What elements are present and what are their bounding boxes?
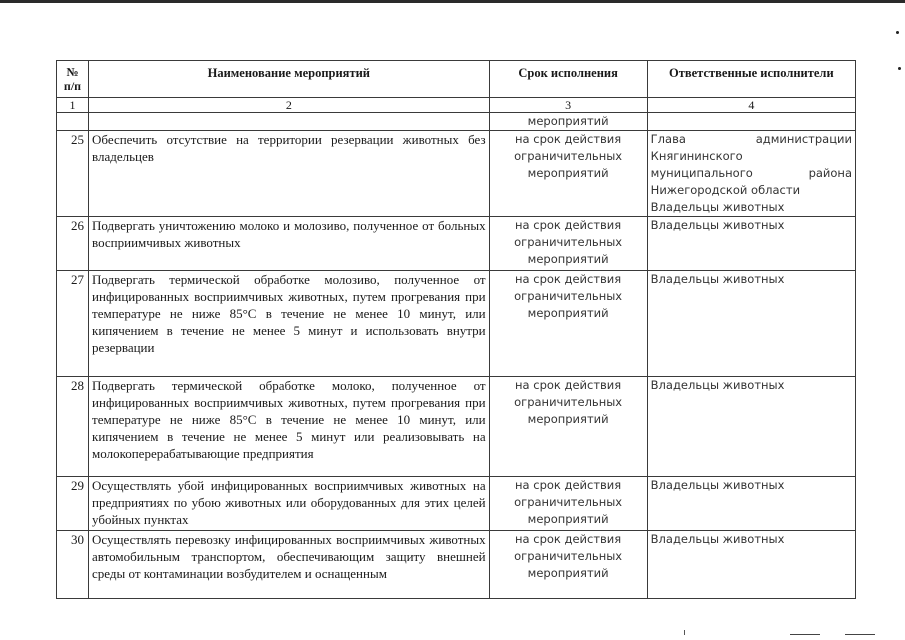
table-row (57, 531, 856, 599)
row-term: на срок действия ограничительных мероприятий (489, 271, 647, 377)
index-cell: 1 (57, 98, 89, 113)
row-measure: Подвергать уничтожению молоко и молозиво, полученное от больных восприимчивых животных (89, 217, 490, 271)
scan-speck (898, 67, 901, 70)
row-measure: Подвергать термической обработке молозиво, полученное от инфицированных восприимчивых животных, путем прогревания при температуре не ниже 85°С в течение не менее 10 минут, или кипячением в течение не менее 5 минут и использовать внутри резервации (89, 271, 490, 377)
row-responsible: Владельцы животных (647, 531, 855, 599)
row-term: на срок действия ограничительных мероприятий (489, 531, 647, 599)
row-number: 25 (57, 131, 89, 217)
resp-line: Глава администрации (650, 132, 852, 146)
scan-line (845, 634, 875, 635)
header-num: № п/п (57, 61, 89, 98)
row-measure: Обеспечить отсутствие на территории резервации животных без владельцев (89, 131, 490, 217)
row-number: 27 (57, 271, 89, 377)
row-responsible: Владельцы животных (647, 377, 855, 477)
table-row (57, 377, 856, 477)
row-responsible: Владельцы животных (647, 271, 855, 377)
scan-line (790, 634, 820, 635)
row-responsible: Владельцы животных (647, 217, 855, 271)
index-cell: 2 (89, 98, 490, 113)
page-top-border (0, 0, 905, 3)
resp-line: Нижегородской области (650, 183, 801, 197)
row-measure: Подвергать термической обработке молоко, полученное от инфицированных восприимчивых животных, путем прогревания при температуре не ниже 85°С в течение не менее 10 минут, или кипячением в течение не менее 5 минут или реализовывать на молокоперерабатывающие предприятия (89, 377, 490, 477)
measures-table (56, 60, 856, 599)
index-cell: 3 (489, 98, 647, 113)
row-term: на срок действия ограничительных мероприятий (489, 377, 647, 477)
carry-over-term: мероприятий (489, 113, 647, 131)
row-responsible: Владельцы животных (647, 477, 855, 531)
row-number: 29 (57, 477, 89, 531)
column-index-row (57, 98, 856, 113)
row-number: 28 (57, 377, 89, 477)
table-header-row (57, 61, 856, 98)
header-resp: Ответственные исполнители (647, 61, 855, 98)
resp-line: Владельцы животных (650, 200, 785, 214)
row-measure: Осуществлять перевозку инфицированных восприимчивых животных автомобильным транспортом, обеспечивающим защиту внешней среды от контаминации возбудителем и оснащенным (89, 531, 490, 599)
row-number: 26 (57, 217, 89, 271)
table-row (57, 271, 856, 377)
index-cell: 4 (647, 98, 855, 113)
header-name: Наименование мероприятий (89, 61, 490, 98)
table-row (57, 217, 856, 271)
row-responsible (647, 131, 855, 217)
table-row (57, 477, 856, 531)
resp-line: Княгининского (650, 149, 743, 163)
scan-tick (684, 630, 685, 635)
row-number: 30 (57, 531, 89, 599)
carry-over-row (57, 113, 856, 131)
header-term: Срок исполнения (489, 61, 647, 98)
row-term: на срок действия ограничительных мероприятий (489, 477, 647, 531)
row-term: на срок действия ограничительных мероприятий (489, 217, 647, 271)
row-term: на срок действия ограничительных мероприятий (489, 131, 647, 217)
table-row (57, 131, 856, 217)
scan-speck (896, 31, 899, 34)
row-measure: Осуществлять убой инфицированных восприимчивых животных на предприятиях по убою животных или оборудованных для этих целей убойных пунктах (89, 477, 490, 531)
resp-line: муниципального района (650, 166, 852, 180)
